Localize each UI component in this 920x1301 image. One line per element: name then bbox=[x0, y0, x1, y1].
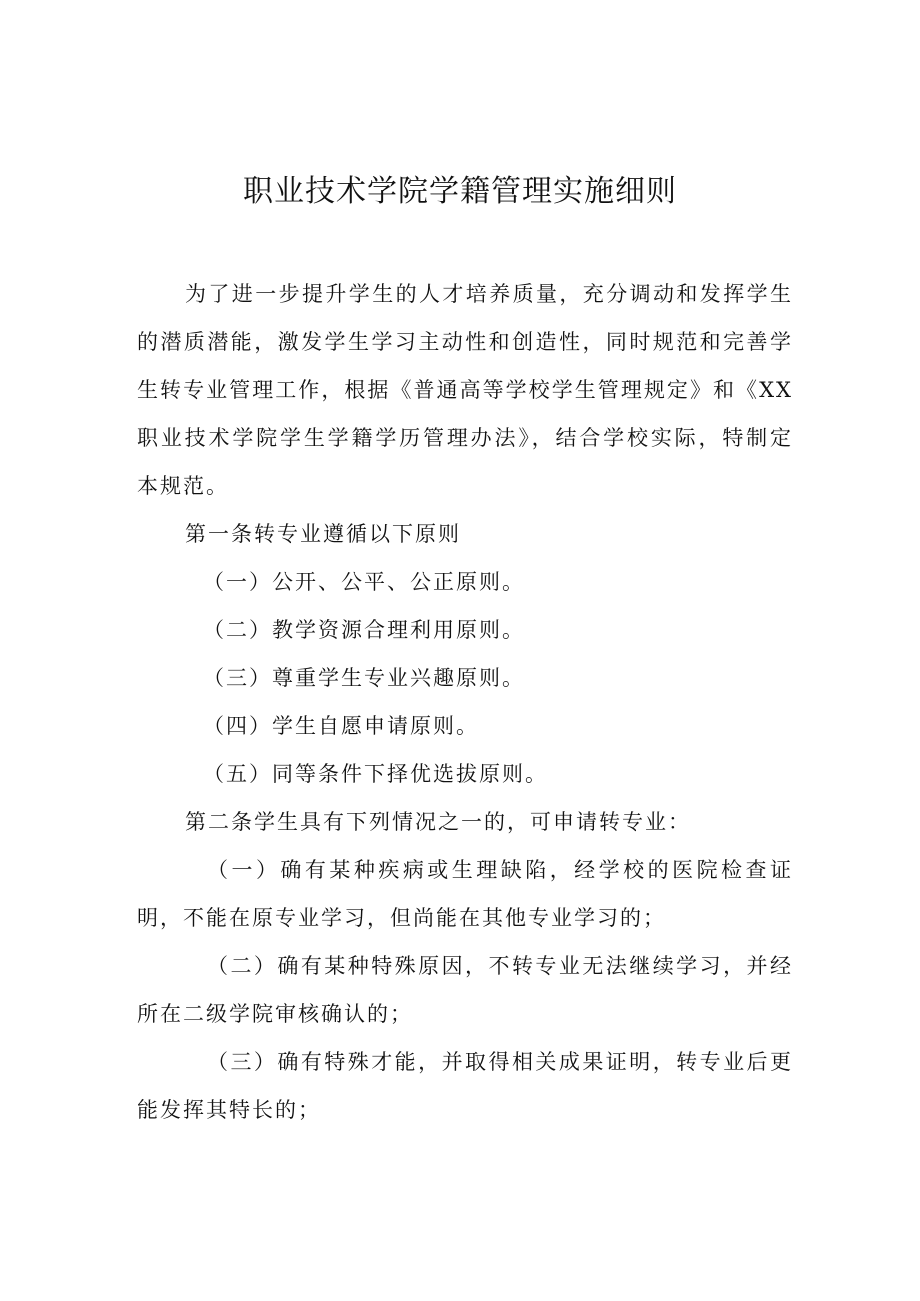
intro-paragraph: 为了进一步提升学生的人才培养质量，充分调动和发挥学生的潜质潜能，激发学生学习主动性和创造性，同时规范和完善学生转专业管理工作，根据《普通高等学校学生管理规定》和《XX职业技术学院学生学籍学历管理办法》，结合学校实际，特制定本规范。 bbox=[137, 282, 793, 498]
article-1-item-2: （二）教学资源合理利用原则。 bbox=[203, 618, 525, 642]
article-1-item-4: （四）学生自愿申请原则。 bbox=[203, 714, 479, 738]
article-1-item-3: （三）尊重学生专业兴趣原则。 bbox=[203, 666, 525, 690]
article-1-item-5: （五）同等条件下择优选拔原则。 bbox=[203, 762, 548, 786]
article-1-item-1: （一）公开、公平、公正原则。 bbox=[203, 570, 525, 594]
article-1-heading: 第一条转专业遵循以下原则 bbox=[185, 522, 461, 546]
article-2-item-2: （二）确有某种特殊原因，不转专业无法继续学习，并经所在二级学院审核确认的； bbox=[137, 954, 793, 1026]
article-2-item-1: （一）确有某种疾病或生理缺陷，经学校的医院检查证明，不能在原专业学习，但尚能在其他专业学习的； bbox=[137, 858, 793, 930]
article-2-item-3: （三）确有特殊才能，并取得相关成果证明，转专业后更能发挥其特长的； bbox=[137, 1050, 793, 1122]
article-2-heading: 第二条学生具有下列情况之一的，可申请转专业： bbox=[185, 810, 691, 834]
document-body bbox=[137, 270, 793, 1134]
document-title: 职业技术学院学籍管理实施细则 bbox=[243, 174, 677, 209]
